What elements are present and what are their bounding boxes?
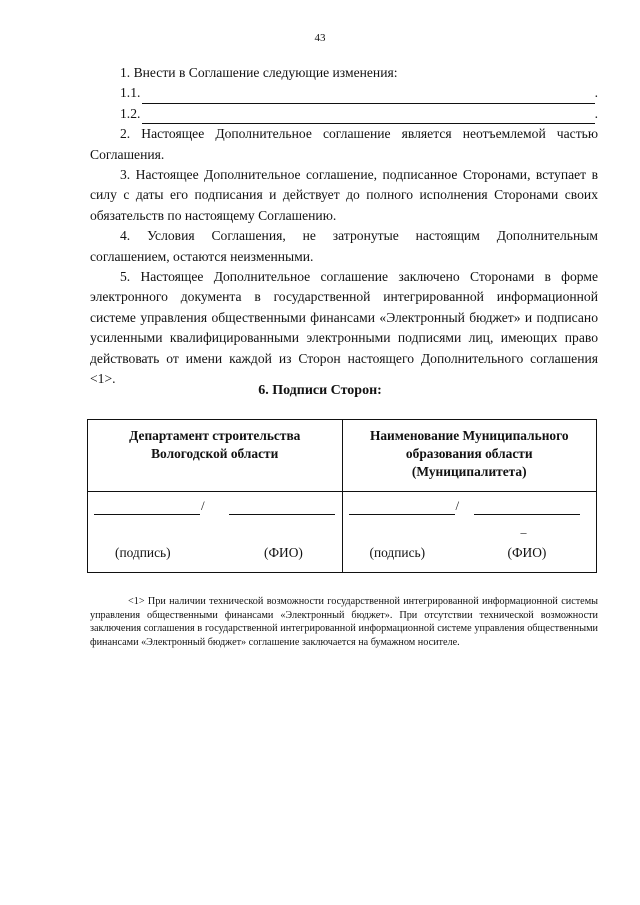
paragraph-4: 4. Условия Соглашения, не затронутые настоящим Дополнительным соглашением, остаются неизменными. (90, 228, 598, 264)
amendment-intro-text: 1. Внести в Соглашение следующие изменения: (120, 64, 398, 80)
paragraph-2: 2. Настоящее Дополнительное соглашение является неотъемлемой частью Соглашения. (90, 126, 598, 162)
paragraph-3: 3. Настоящее Дополнительное соглашение, подписанное Сторонами, вступает в силу с даты его подписания и действует до полного исполнения Сторонами своих обязательств по настоящему Соглашению. (90, 166, 598, 223)
amendment-item-1-blank (142, 90, 594, 104)
party-right-name-line3: (Муниципалитета) (411, 464, 527, 479)
amendment-item-2-blank (142, 110, 594, 124)
right-dash: – (520, 525, 527, 539)
party-right-header (342, 420, 597, 492)
agreement-body (90, 63, 598, 389)
amendment-item-2-period: . (594, 105, 598, 121)
right-name-line (474, 514, 580, 515)
paragraph-5: 5. Настоящее Дополнительное соглашение заключено Сторонами в форме электронного документа в государственной интегрированной информационной системе управления общественными финансами «Электронный бюджет» и подписано усиленными квалифицированными электронными подписями лиц, имеющих право действовать от имени каждой из Сторон настоящего Дополнительного соглашения <1>. (90, 269, 598, 387)
left-signature-line (94, 514, 200, 515)
party-left-name-line1: Департамент строительства (129, 428, 301, 443)
amendment-item-1-number: 1.1. (120, 85, 141, 101)
amendment-item-1-period: . (594, 85, 598, 101)
left-name-label: (ФИО) (264, 545, 303, 560)
party-right-name-line2: образования области (405, 446, 533, 461)
page-number: 43 (314, 32, 326, 44)
party-left-header (88, 420, 343, 492)
amendment-intro (90, 63, 598, 83)
party-right-signature-cell (342, 492, 597, 573)
right-signature-line (349, 514, 455, 515)
left-name-line (229, 514, 335, 515)
right-signature-label: (подпись) (369, 545, 426, 560)
signatures-table (87, 419, 597, 573)
amendment-item-2-number: 1.2. (120, 105, 141, 121)
footnote: <1> При наличии технической возможности государственной интегрированной информационной системы управления общественными финансами «Электронный бюджет». При отсутствии технической возможности заключения соглашения в государственной интегрированной информационной системе управления общественными финансами «Электронный бюджет» соглашение заключается на бумажном носителе. (90, 596, 598, 648)
right-name-label: (ФИО) (507, 545, 547, 560)
right-slash: / (455, 498, 460, 513)
left-slash: / (201, 498, 205, 513)
party-left-name-line2: Вологодской области (151, 446, 279, 461)
party-left-signature-cell (88, 492, 343, 573)
signatures-title: 6. Подписи Сторон: (258, 383, 382, 398)
left-signature-label: (подпись) (115, 545, 171, 560)
party-right-name-line1: Наименование Муниципального (369, 428, 569, 443)
amendment-item-1 (90, 83, 598, 103)
amendment-item-2 (90, 104, 598, 124)
